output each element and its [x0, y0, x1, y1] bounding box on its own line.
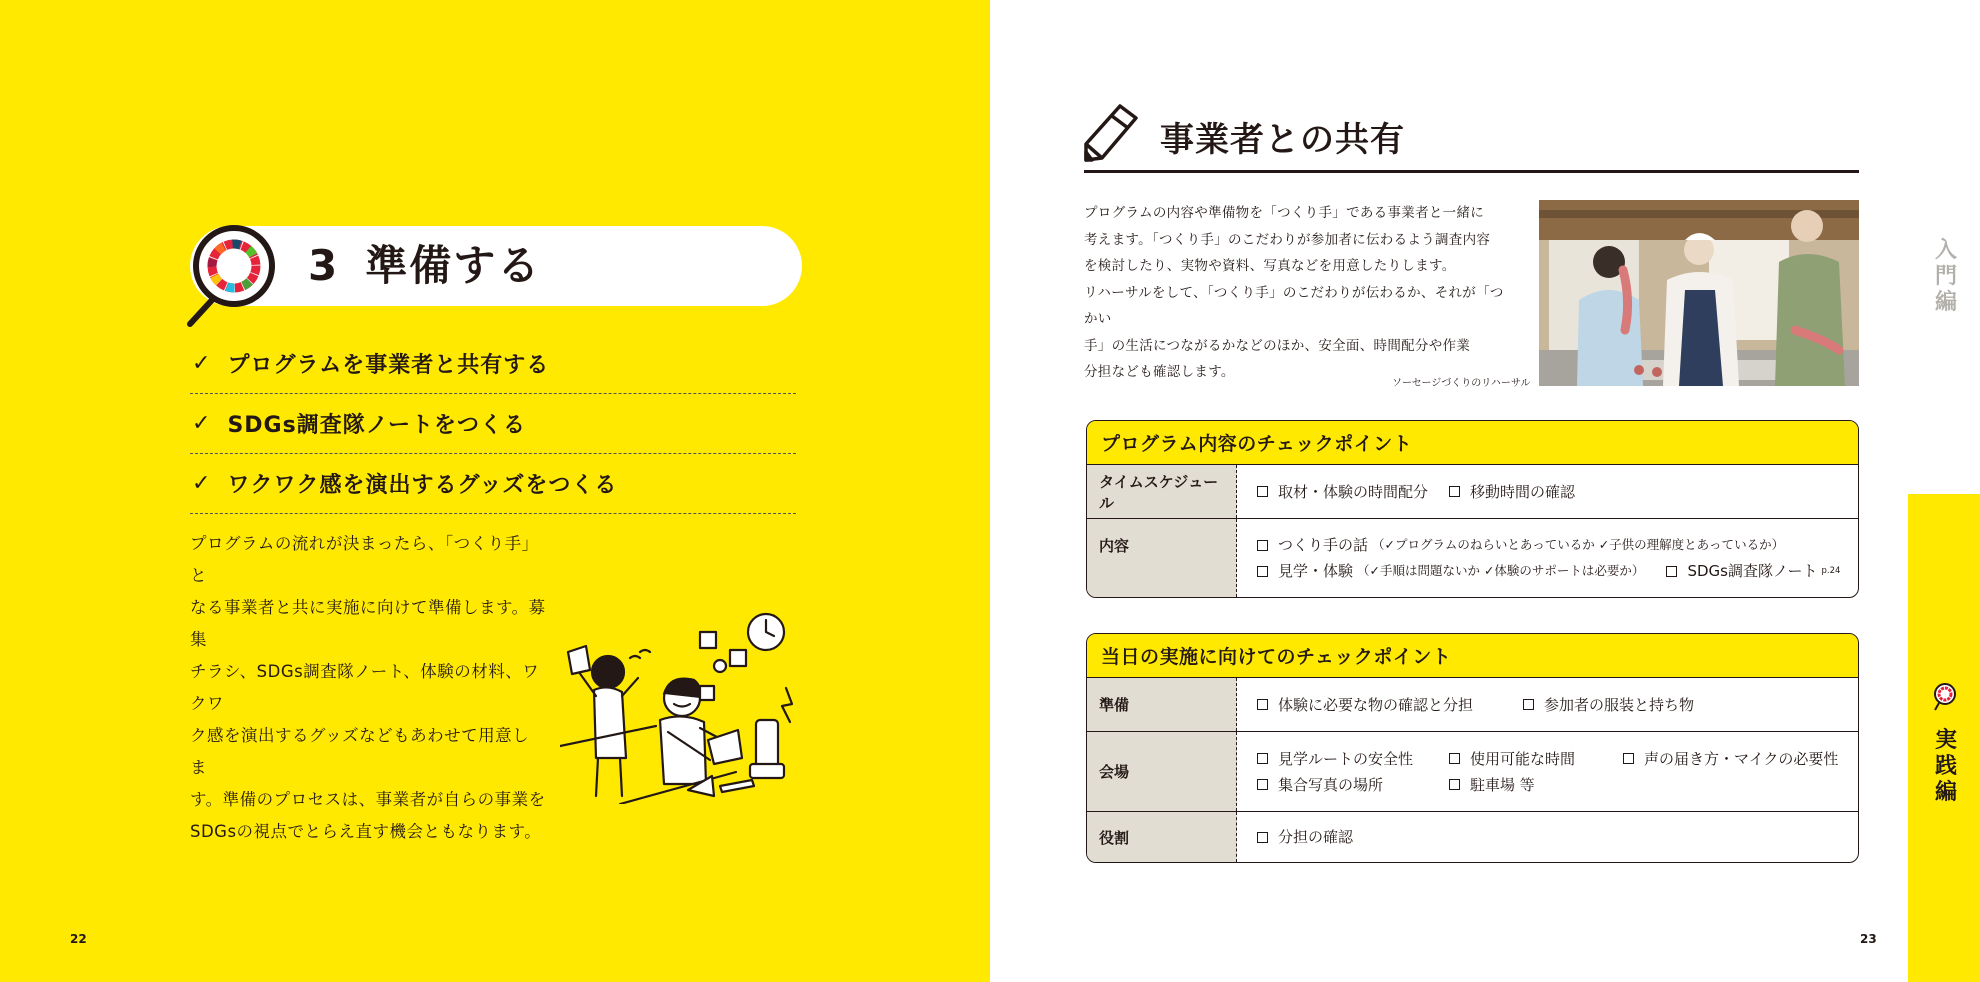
- check-mark-icon: ✓: [192, 471, 212, 496]
- checkbox-icon[interactable]: [1257, 486, 1268, 497]
- page-reference: p.24: [1821, 566, 1841, 576]
- checkbox-item-label: 声の届き方・マイクの必要性: [1644, 749, 1839, 768]
- checkbox-item[interactable]: [1257, 692, 1523, 718]
- intro-line: す。準備のプロセスは、事業者が自らの事業を: [190, 790, 546, 809]
- row-content: [1237, 812, 1858, 862]
- checkbox-item[interactable]: [1257, 479, 1449, 505]
- checklist-item: [190, 394, 796, 454]
- checkbox-item[interactable]: [1257, 772, 1449, 798]
- preparation-checklist: [190, 334, 796, 514]
- page-number-right: 23: [1860, 932, 1877, 946]
- checkbox-icon[interactable]: [1257, 540, 1268, 551]
- checkbox-item-label: SDGs調査隊ノート: [1687, 562, 1818, 580]
- checklist-item: [190, 334, 796, 394]
- checkbox-icon[interactable]: [1257, 753, 1268, 764]
- row-label: 準備: [1087, 678, 1237, 731]
- sdgs-wheel-icon: [1933, 682, 1957, 712]
- side-tab-char: 践: [1934, 754, 1957, 779]
- pencil-icon: [1082, 100, 1142, 164]
- checkbox-item-label: 見学ルートの安全性: [1278, 749, 1414, 768]
- side-tab-char: 門: [1934, 264, 1957, 289]
- checkbox-item-label: 見学・体験: [1278, 562, 1354, 580]
- checkbox-item[interactable]: [1449, 746, 1623, 772]
- checkbox-item[interactable]: [1257, 558, 1353, 584]
- section-number: 3: [308, 241, 340, 290]
- section-title: [308, 238, 541, 294]
- checkbox-item-label: つくり手の話: [1278, 536, 1369, 554]
- checkbox-item-label: 移動時間の確認: [1470, 482, 1576, 501]
- row-label: 会場: [1087, 732, 1237, 811]
- row-content: [1237, 519, 1858, 597]
- body-line: 手」の生活につながるかなどのほか、安全面、時間配分や作業: [1084, 337, 1471, 354]
- checkpoint-row-venue: [1087, 732, 1858, 812]
- side-tab-practice-label: [1934, 728, 1958, 806]
- checkpoint-row-schedule: [1087, 465, 1858, 519]
- checkbox-item[interactable]: [1449, 772, 1535, 798]
- day-checkpoint-heading: 当日の実施に向けてのチェックポイント: [1087, 634, 1858, 678]
- checkbox-icon[interactable]: [1523, 699, 1534, 710]
- checkpoint-row-role: [1087, 812, 1858, 862]
- section-heading: 準備する: [365, 241, 542, 290]
- body-line: リハーサルをして、「つくり手」のこだわりが伝わるか、それが「つかい: [1084, 284, 1504, 327]
- checkbox-item[interactable]: [1257, 532, 1368, 558]
- intro-line: なる事業者と共に実施に向けて準備します。募集: [190, 598, 546, 649]
- photo-caption: ソーセージづくりのリハーサル: [1392, 378, 1531, 389]
- side-tab-char: 編: [1934, 780, 1957, 805]
- side-tab-char: 入: [1934, 238, 1957, 263]
- checklist-item: [190, 454, 796, 514]
- program-checkpoint-box: [1086, 420, 1859, 598]
- title-divider: [1084, 170, 1859, 173]
- check-mark-icon: ✓: [192, 411, 212, 436]
- body-line: 考えます。「つくり手」のこだわりが参加者に伝わるよう調査内容: [1084, 231, 1491, 248]
- body-paragraph: [1084, 200, 1504, 386]
- checkbox-item-label: 分担の確認: [1278, 828, 1354, 846]
- checkbox-icon[interactable]: [1666, 566, 1677, 577]
- checkbox-item-label: 取材・体験の時間配分: [1278, 482, 1429, 501]
- preparation-illustration: [560, 608, 800, 804]
- page-title: 事業者との共有: [1160, 120, 1405, 160]
- day-checkpoint-box: [1086, 633, 1859, 863]
- body-line: プログラムの内容や準備物を「つくり手」である事業者と一緒に: [1084, 205, 1485, 221]
- row-content: [1237, 732, 1858, 811]
- checkbox-item-label: 集合写真の場所: [1278, 775, 1384, 794]
- side-tab-char: 実: [1934, 728, 1957, 753]
- checkbox-icon[interactable]: [1623, 753, 1634, 764]
- side-tab-char: 編: [1934, 290, 1957, 315]
- checklist-item-label: SDGs調査隊ノートをつくる: [227, 413, 527, 438]
- check-mark-icon: ✓: [192, 351, 212, 376]
- checkbox-item[interactable]: [1257, 824, 1353, 850]
- intro-line: SDGsの視点でとらえ直す機会ともなります。: [190, 822, 542, 841]
- body-line: 分担なども確認します。: [1084, 364, 1235, 380]
- intro-paragraph: [190, 528, 546, 848]
- checkbox-icon[interactable]: [1449, 779, 1460, 790]
- magnifier-sdgs-wheel-icon: [182, 224, 278, 330]
- checkpoint-row-prep: [1087, 678, 1858, 732]
- checkbox-item[interactable]: [1257, 746, 1449, 772]
- checkbox-item-label: 駐車場 等: [1470, 775, 1535, 794]
- checkbox-item-label: 使用可能な時間: [1470, 749, 1576, 768]
- row-label: タイムスケジュール: [1087, 465, 1237, 518]
- row-label: 内容: [1087, 519, 1237, 597]
- intro-line: ク感を演出するグッズなどもあわせて用意しま: [190, 726, 530, 777]
- item-note: （✓手順は問題ないか ✓体験のサポートは必要か）: [1357, 563, 1645, 578]
- checkbox-icon[interactable]: [1257, 779, 1268, 790]
- checkbox-item-label: 参加者の服装と持ち物: [1544, 695, 1695, 714]
- checklist-item-label: プログラムを事業者と共有する: [227, 353, 550, 378]
- intro-line: チラシ、SDGs調査隊ノート、体験の材料、ワクワ: [190, 662, 540, 713]
- checkbox-icon[interactable]: [1449, 486, 1460, 497]
- checkpoint-row-content: [1087, 519, 1858, 597]
- checklist-item-label: ワクワク感を演出するグッズをつくる: [227, 473, 618, 498]
- checkbox-item[interactable]: [1449, 479, 1575, 505]
- checkbox-item[interactable]: [1623, 746, 1838, 772]
- row-label: 役割: [1087, 812, 1237, 862]
- checkbox-item[interactable]: [1523, 692, 1694, 718]
- rehearsal-photo: [1539, 200, 1859, 386]
- checkbox-icon[interactable]: [1257, 566, 1268, 577]
- checkbox-item-label: 体験に必要な物の確認と分担: [1278, 695, 1474, 714]
- row-content: [1237, 465, 1858, 518]
- side-tab-introduction[interactable]: [1934, 238, 1958, 316]
- row-content: [1237, 678, 1858, 731]
- page-number-left: 22: [70, 932, 87, 946]
- item-note: （✓プログラムのねらいとあっているか ✓子供の理解度とあっているか）: [1372, 537, 1785, 552]
- checkbox-item[interactable]: [1666, 558, 1840, 584]
- checkbox-icon[interactable]: [1257, 832, 1268, 843]
- intro-line: プログラムの流れが決まったら、「つくり手」と: [190, 534, 539, 585]
- body-line: を検討したり、実物や資料、写真などを用意したりします。: [1084, 258, 1456, 274]
- checkbox-icon[interactable]: [1257, 699, 1268, 710]
- checkbox-icon[interactable]: [1449, 753, 1460, 764]
- program-checkpoint-heading: プログラム内容のチェックポイント: [1087, 421, 1858, 465]
